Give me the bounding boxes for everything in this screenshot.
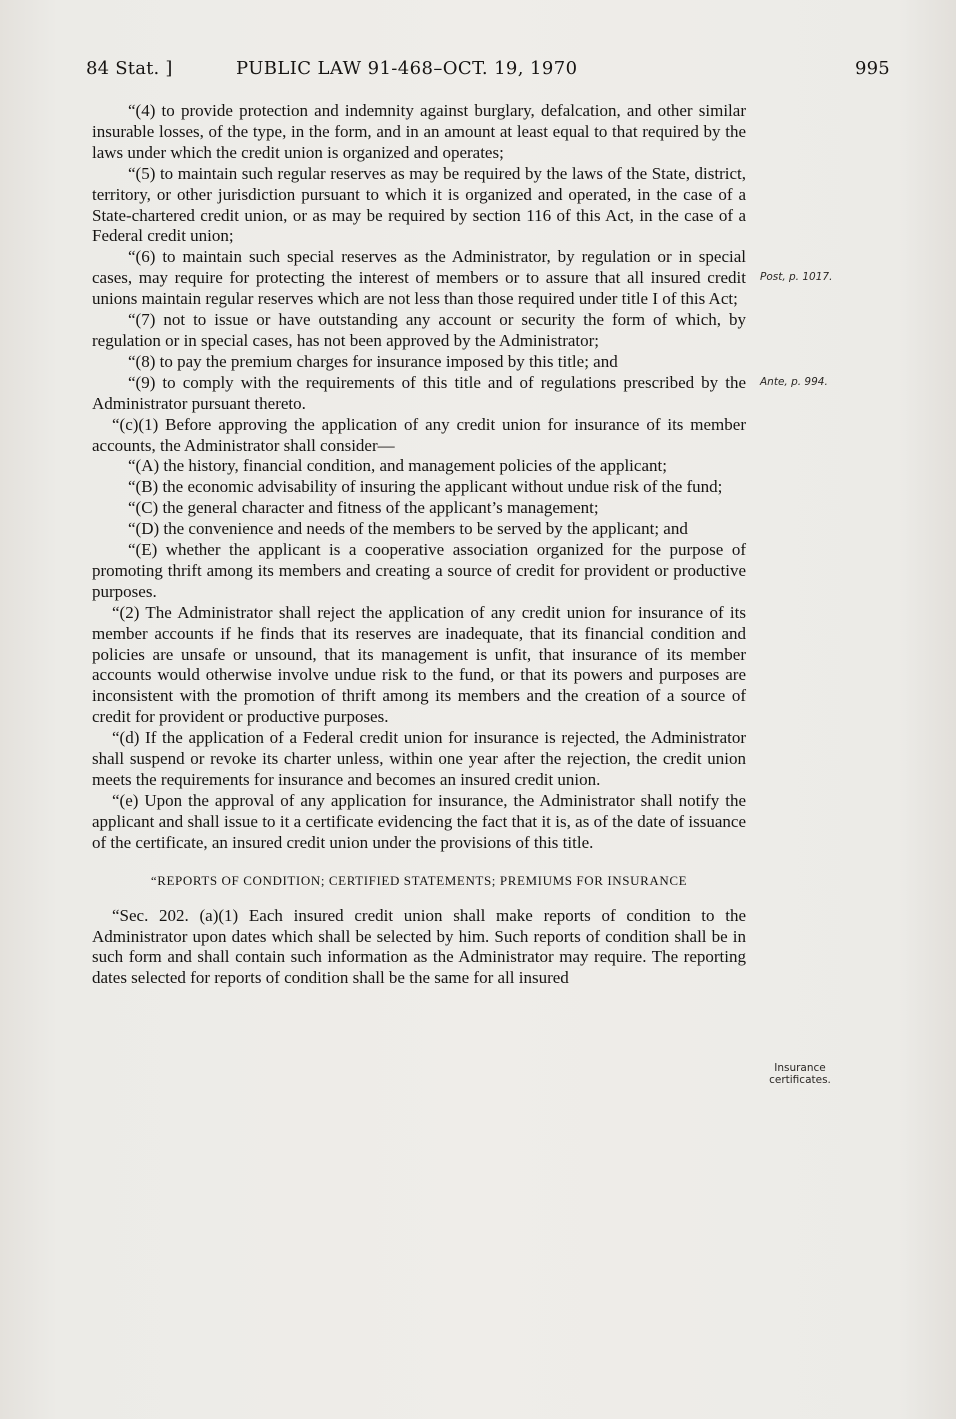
paragraph: “(7) not to issue or have outstanding any account or security the form of which, by regulation or in special cases, has not been approved by the Administrator; — [92, 310, 746, 350]
paragraph: “(D) the convenience and needs of the members to be served by the applicant; and — [128, 519, 688, 539]
paragraph: “Sec. 202. (a)(1) Each insured credit union shall make reports of condition to the Administrator upon dates which shall be selected by him. Such reports of condition shall be in such form and shall contain such information as the Administrator may require. The reporting dates selected for reports of condition shall be the same for all insured — [92, 905, 746, 988]
margin-note: Ante, p. 994. — [760, 376, 828, 388]
paragraph: “(E) whether the applicant is a cooperative association organized for the purpose of promoting thrift among its members and creating a source of credit for provident or productive purposes. — [92, 540, 746, 601]
paragraph: “(d) If the application of a Federal credit union for insurance is rejected, the Administrator shall suspend or revoke its charter unless, within one year after the rejection, the credit union meets the requirements for insurance and becomes an insured credit union. — [92, 728, 746, 789]
paragraph: “(5) to maintain such regular reserves as may be required by the laws of the State, district, territory, or other jurisdiction pursuant to which it is organized and operated, in the case of a State-chartered credit union, or as may be required by section 116 of this Act, in the case of a Federal credit union; — [92, 163, 746, 246]
paragraph: “(B) the economic advisability of insuring the applicant without undue risk of the fund; — [128, 477, 723, 497]
paragraph: “(4) to provide protection and indemnity against burglary, defalcation, and other similar insurable losses, of the type, in the form, and in an amount at least equal to that required by the laws under which the credit union is organized and operates; — [92, 101, 746, 162]
margin-note: Insurance certificates. — [769, 1062, 831, 1086]
statute-reference: 84 Stat. ] — [86, 58, 173, 79]
page-number: 995 — [855, 58, 890, 79]
paragraph: “(e) Upon the approval of any application for insurance, the Administrator shall notify the applicant and shall issue to it a certificate evidencing the fact that it is, as of the date of issuance of the certificate, an insured credit union under the provisions of this title. — [92, 790, 746, 852]
paragraph: “(8) to pay the premium charges for insurance imposed by this title; and — [128, 351, 618, 371]
bleed-through — [760, 110, 764, 131]
paragraph: “(A) the history, financial condition, and management policies of the applicant; — [128, 456, 667, 476]
paragraph: “(2) The Administrator shall reject the application of any credit union for insurance of its member accounts if he finds that its reserves are inadequate, that its financial condition and policies are unsafe or unsound, that its management is unfit, that insurance of its member accounts would otherwise involve undue risk to the fund, or that its powers and purposes are inconsistent with the promotion of thrift among its members and the creation of a source of credit for provident or productive purposes. — [92, 602, 746, 727]
margin-note: Post, p. 1017. — [760, 271, 833, 283]
paragraph: “(c)(1) Before approving the application of any credit union for insurance of its member accounts, the Administrator shall consider— — [92, 414, 746, 455]
body-text — [92, 101, 746, 989]
paragraph: “(6) to maintain such special reserves as the Administrator, by regulation or in special cases, may require for protecting the interest of members or to assure that all insured credit unions maintain regular reserves which are not less than those required under title I of this Act; — [92, 247, 746, 309]
paragraph: “(C) the general character and fitness of the applicant’s management; — [128, 498, 599, 518]
section-heading: “REPORTS OF CONDITION; CERTIFIED STATEMENTS; PREMIUMS FOR INSURANCE — [150, 872, 688, 888]
page-title: PUBLIC LAW 91-468–OCT. 19, 1970 — [236, 58, 578, 79]
paragraph: “(9) to comply with the requirements of this title and of regulations prescribed by the Administrator pursuant thereto. — [92, 372, 746, 413]
